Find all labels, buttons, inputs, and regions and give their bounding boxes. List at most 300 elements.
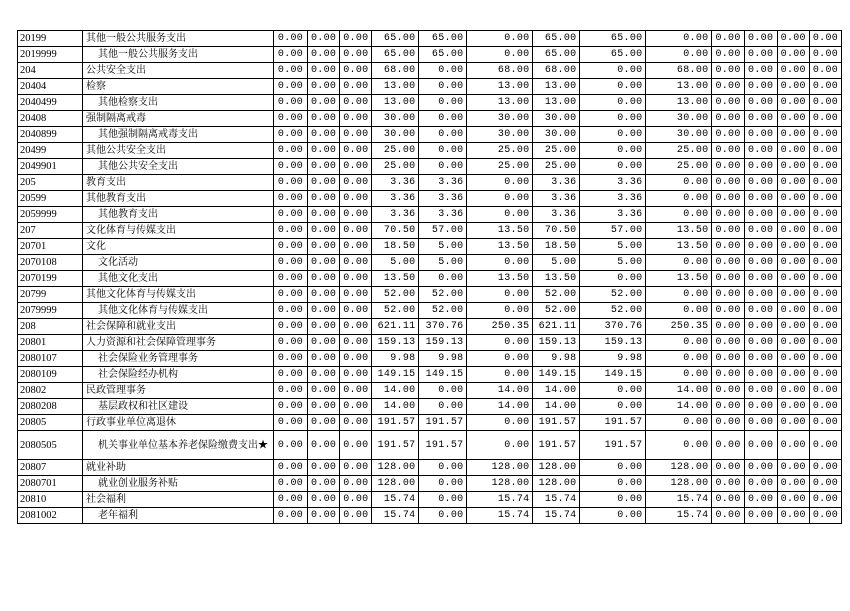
amount-cell: 15.74 xyxy=(533,508,580,524)
amount-cell: 13.00 xyxy=(467,95,533,111)
subject-name-cell: 检察 xyxy=(83,79,274,95)
amount-cell: 0.00 xyxy=(744,335,777,351)
amount-cell: 15.74 xyxy=(467,492,533,508)
amount-cell: 0.00 xyxy=(744,79,777,95)
amount-cell: 0.00 xyxy=(467,287,533,303)
amount-cell: 0.00 xyxy=(340,415,372,431)
amount-cell: 0.00 xyxy=(274,239,308,255)
amount-cell: 0.00 xyxy=(580,95,646,111)
amount-cell: 0.00 xyxy=(744,399,777,415)
amount-cell: 128.00 xyxy=(646,476,712,492)
amount-cell: 0.00 xyxy=(777,287,809,303)
amount-cell: 0.00 xyxy=(712,175,744,191)
amount-cell: 0.00 xyxy=(777,383,809,399)
amount-cell: 14.00 xyxy=(467,383,533,399)
amount-cell: 0.00 xyxy=(744,47,777,63)
subject-code-cell: 20805 xyxy=(18,415,83,431)
amount-cell: 0.00 xyxy=(340,492,372,508)
amount-cell: 0.00 xyxy=(308,476,340,492)
table-row xyxy=(18,63,842,79)
amount-cell: 15.74 xyxy=(372,508,419,524)
subject-code-cell: 20802 xyxy=(18,383,83,399)
amount-cell: 0.00 xyxy=(274,383,308,399)
amount-cell: 0.00 xyxy=(712,367,744,383)
amount-cell: 0.00 xyxy=(646,175,712,191)
amount-cell: 0.00 xyxy=(777,95,809,111)
amount-cell: 0.00 xyxy=(467,191,533,207)
amount-cell: 0.00 xyxy=(809,47,841,63)
amount-cell: 0.00 xyxy=(340,431,372,460)
amount-cell: 0.00 xyxy=(712,95,744,111)
amount-cell: 52.00 xyxy=(419,287,467,303)
amount-cell: 13.50 xyxy=(372,271,419,287)
amount-cell: 0.00 xyxy=(467,431,533,460)
amount-cell: 0.00 xyxy=(274,303,308,319)
amount-cell: 0.00 xyxy=(777,508,809,524)
amount-cell: 0.00 xyxy=(419,127,467,143)
amount-cell: 0.00 xyxy=(340,47,372,63)
subject-name-cell: 民政管理事务 xyxy=(83,383,274,399)
subject-code-cell: 2019999 xyxy=(18,47,83,63)
subject-code-cell: 20499 xyxy=(18,143,83,159)
amount-cell: 0.00 xyxy=(809,303,841,319)
amount-cell: 0.00 xyxy=(467,335,533,351)
amount-cell: 0.00 xyxy=(712,476,744,492)
amount-cell: 0.00 xyxy=(274,492,308,508)
amount-cell: 0.00 xyxy=(744,239,777,255)
amount-cell: 52.00 xyxy=(533,303,580,319)
amount-cell: 9.98 xyxy=(580,351,646,367)
table-row xyxy=(18,351,842,367)
amount-cell: 0.00 xyxy=(809,191,841,207)
amount-cell: 0.00 xyxy=(646,351,712,367)
amount-cell: 0.00 xyxy=(744,143,777,159)
amount-cell: 3.36 xyxy=(419,207,467,223)
amount-cell: 65.00 xyxy=(580,31,646,47)
amount-cell: 0.00 xyxy=(340,191,372,207)
amount-cell: 57.00 xyxy=(419,223,467,239)
amount-cell: 0.00 xyxy=(340,367,372,383)
amount-cell: 0.00 xyxy=(744,492,777,508)
amount-cell: 0.00 xyxy=(646,255,712,271)
amount-cell: 191.57 xyxy=(419,415,467,431)
amount-cell: 0.00 xyxy=(274,460,308,476)
amount-cell: 70.50 xyxy=(533,223,580,239)
amount-cell: 0.00 xyxy=(274,223,308,239)
amount-cell: 30.00 xyxy=(372,127,419,143)
table-row xyxy=(18,319,842,335)
subject-name-cell: 公共安全支出 xyxy=(83,63,274,79)
amount-cell: 14.00 xyxy=(646,383,712,399)
amount-cell: 0.00 xyxy=(274,207,308,223)
amount-cell: 0.00 xyxy=(419,143,467,159)
amount-cell: 0.00 xyxy=(580,508,646,524)
amount-cell: 0.00 xyxy=(777,492,809,508)
amount-cell: 52.00 xyxy=(419,303,467,319)
amount-cell: 0.00 xyxy=(340,31,372,47)
amount-cell: 0.00 xyxy=(340,207,372,223)
amount-cell: 0.00 xyxy=(809,111,841,127)
amount-cell: 0.00 xyxy=(308,415,340,431)
amount-cell: 0.00 xyxy=(712,159,744,175)
amount-cell: 0.00 xyxy=(274,31,308,47)
amount-cell: 0.00 xyxy=(712,492,744,508)
amount-cell: 0.00 xyxy=(308,367,340,383)
subject-name-cell: 基层政权和社区建设 xyxy=(83,399,274,415)
amount-cell: 0.00 xyxy=(580,79,646,95)
amount-cell: 0.00 xyxy=(712,47,744,63)
amount-cell: 68.00 xyxy=(533,63,580,79)
amount-cell: 0.00 xyxy=(809,367,841,383)
amount-cell: 250.35 xyxy=(646,319,712,335)
amount-cell: 0.00 xyxy=(744,207,777,223)
amount-cell: 0.00 xyxy=(712,255,744,271)
amount-cell: 0.00 xyxy=(467,255,533,271)
amount-cell: 0.00 xyxy=(712,127,744,143)
amount-cell: 0.00 xyxy=(340,111,372,127)
amount-cell: 70.50 xyxy=(372,223,419,239)
amount-cell: 0.00 xyxy=(308,255,340,271)
amount-cell: 14.00 xyxy=(533,399,580,415)
amount-cell: 65.00 xyxy=(580,47,646,63)
subject-name-cell: 机关事业单位基本养老保险缴费支出★ xyxy=(83,431,274,460)
amount-cell: 0.00 xyxy=(712,191,744,207)
amount-cell: 0.00 xyxy=(712,31,744,47)
amount-cell: 25.00 xyxy=(467,143,533,159)
amount-cell: 0.00 xyxy=(308,383,340,399)
subject-name-cell: 其他公共安全支出 xyxy=(83,143,274,159)
amount-cell: 0.00 xyxy=(712,415,744,431)
amount-cell: 0.00 xyxy=(744,271,777,287)
amount-cell: 0.00 xyxy=(340,175,372,191)
amount-cell: 0.00 xyxy=(777,47,809,63)
amount-cell: 5.00 xyxy=(419,255,467,271)
amount-cell: 0.00 xyxy=(308,111,340,127)
amount-cell: 0.00 xyxy=(580,271,646,287)
amount-cell: 0.00 xyxy=(274,415,308,431)
amount-cell: 0.00 xyxy=(744,383,777,399)
amount-cell: 0.00 xyxy=(308,508,340,524)
amount-cell: 0.00 xyxy=(712,271,744,287)
amount-cell: 0.00 xyxy=(777,111,809,127)
table-row xyxy=(18,239,842,255)
table-row xyxy=(18,367,842,383)
budget-expenditure-table xyxy=(17,30,842,524)
amount-cell: 0.00 xyxy=(744,476,777,492)
amount-cell: 18.50 xyxy=(533,239,580,255)
amount-cell: 0.00 xyxy=(340,287,372,303)
amount-cell: 0.00 xyxy=(646,431,712,460)
amount-cell: 65.00 xyxy=(372,31,419,47)
amount-cell: 0.00 xyxy=(809,271,841,287)
amount-cell: 0.00 xyxy=(744,223,777,239)
amount-cell: 0.00 xyxy=(777,223,809,239)
amount-cell: 0.00 xyxy=(712,143,744,159)
amount-cell: 5.00 xyxy=(580,239,646,255)
amount-cell: 149.15 xyxy=(533,367,580,383)
subject-name-cell: 就业创业服务补贴 xyxy=(83,476,274,492)
amount-cell: 0.00 xyxy=(467,47,533,63)
subject-name-cell: 其他一般公共服务支出 xyxy=(83,47,274,63)
amount-cell: 0.00 xyxy=(274,367,308,383)
amount-cell: 0.00 xyxy=(809,460,841,476)
amount-cell: 0.00 xyxy=(274,271,308,287)
amount-cell: 191.57 xyxy=(580,415,646,431)
amount-cell: 52.00 xyxy=(580,303,646,319)
amount-cell: 0.00 xyxy=(274,431,308,460)
amount-cell: 0.00 xyxy=(744,351,777,367)
amount-cell: 0.00 xyxy=(340,476,372,492)
amount-cell: 0.00 xyxy=(274,191,308,207)
amount-cell: 0.00 xyxy=(744,63,777,79)
amount-cell: 0.00 xyxy=(744,303,777,319)
amount-cell: 0.00 xyxy=(580,383,646,399)
amount-cell: 0.00 xyxy=(809,287,841,303)
amount-cell: 0.00 xyxy=(712,303,744,319)
amount-cell: 0.00 xyxy=(777,399,809,415)
subject-name-cell: 其他教育支出 xyxy=(83,191,274,207)
table-row xyxy=(18,127,842,143)
amount-cell: 3.36 xyxy=(372,175,419,191)
amount-cell: 0.00 xyxy=(744,287,777,303)
amount-cell: 13.50 xyxy=(646,223,712,239)
amount-cell: 0.00 xyxy=(419,111,467,127)
amount-cell: 149.15 xyxy=(372,367,419,383)
amount-cell: 14.00 xyxy=(467,399,533,415)
subject-code-cell: 2079999 xyxy=(18,303,83,319)
amount-cell: 15.74 xyxy=(646,492,712,508)
subject-code-cell: 20199 xyxy=(18,31,83,47)
amount-cell: 0.00 xyxy=(308,31,340,47)
amount-cell: 0.00 xyxy=(467,367,533,383)
amount-cell: 15.74 xyxy=(467,508,533,524)
amount-cell: 0.00 xyxy=(744,460,777,476)
subject-name-cell: 文化 xyxy=(83,239,274,255)
subject-code-cell: 20807 xyxy=(18,460,83,476)
amount-cell: 0.00 xyxy=(308,431,340,460)
table-row xyxy=(18,79,842,95)
subject-code-cell: 2081002 xyxy=(18,508,83,524)
amount-cell: 0.00 xyxy=(467,175,533,191)
table-row xyxy=(18,271,842,287)
table-row xyxy=(18,287,842,303)
amount-cell: 25.00 xyxy=(372,143,419,159)
amount-cell: 65.00 xyxy=(419,31,467,47)
amount-cell: 0.00 xyxy=(744,95,777,111)
amount-cell: 0.00 xyxy=(744,431,777,460)
amount-cell: 0.00 xyxy=(809,79,841,95)
amount-cell: 0.00 xyxy=(274,335,308,351)
amount-cell: 128.00 xyxy=(533,460,580,476)
amount-cell: 0.00 xyxy=(308,207,340,223)
amount-cell: 0.00 xyxy=(274,79,308,95)
amount-cell: 0.00 xyxy=(308,239,340,255)
subject-code-cell: 20801 xyxy=(18,335,83,351)
amount-cell: 3.36 xyxy=(533,207,580,223)
amount-cell: 9.98 xyxy=(372,351,419,367)
amount-cell: 0.00 xyxy=(744,255,777,271)
amount-cell: 0.00 xyxy=(274,143,308,159)
subject-name-cell: 社会保障和就业支出 xyxy=(83,319,274,335)
table-row xyxy=(18,431,842,460)
amount-cell: 13.50 xyxy=(533,271,580,287)
amount-cell: 128.00 xyxy=(372,460,419,476)
amount-cell: 0.00 xyxy=(308,287,340,303)
subject-code-cell: 208 xyxy=(18,319,83,335)
amount-cell: 0.00 xyxy=(419,63,467,79)
amount-cell: 0.00 xyxy=(580,492,646,508)
amount-cell: 0.00 xyxy=(777,415,809,431)
amount-cell: 13.00 xyxy=(467,79,533,95)
subject-code-cell: 204 xyxy=(18,63,83,79)
amount-cell: 0.00 xyxy=(274,127,308,143)
amount-cell: 0.00 xyxy=(809,351,841,367)
amount-cell: 0.00 xyxy=(274,476,308,492)
subject-code-cell: 20701 xyxy=(18,239,83,255)
amount-cell: 0.00 xyxy=(744,319,777,335)
amount-cell: 0.00 xyxy=(580,63,646,79)
subject-name-cell: 人力资源和社会保障管理事务 xyxy=(83,335,274,351)
amount-cell: 0.00 xyxy=(646,287,712,303)
amount-cell: 0.00 xyxy=(274,63,308,79)
subject-code-cell: 2070199 xyxy=(18,271,83,287)
amount-cell: 65.00 xyxy=(372,47,419,63)
amount-cell: 0.00 xyxy=(744,191,777,207)
amount-cell: 25.00 xyxy=(533,143,580,159)
amount-cell: 0.00 xyxy=(777,63,809,79)
amount-cell: 0.00 xyxy=(712,239,744,255)
amount-cell: 0.00 xyxy=(809,383,841,399)
amount-cell: 0.00 xyxy=(308,127,340,143)
subject-name-cell: 行政事业单位离退休 xyxy=(83,415,274,431)
amount-cell: 65.00 xyxy=(533,31,580,47)
amount-cell: 0.00 xyxy=(712,351,744,367)
amount-cell: 621.11 xyxy=(533,319,580,335)
amount-cell: 0.00 xyxy=(809,175,841,191)
amount-cell: 0.00 xyxy=(274,95,308,111)
amount-cell: 0.00 xyxy=(340,95,372,111)
amount-cell: 13.50 xyxy=(467,271,533,287)
subject-name-cell: 文化活动 xyxy=(83,255,274,271)
amount-cell: 68.00 xyxy=(372,63,419,79)
table-row xyxy=(18,111,842,127)
amount-cell: 0.00 xyxy=(580,476,646,492)
amount-cell: 0.00 xyxy=(712,111,744,127)
amount-cell: 30.00 xyxy=(646,127,712,143)
amount-cell: 9.98 xyxy=(533,351,580,367)
amount-cell: 0.00 xyxy=(646,415,712,431)
amount-cell: 25.00 xyxy=(372,159,419,175)
amount-cell: 0.00 xyxy=(340,319,372,335)
subject-code-cell: 20404 xyxy=(18,79,83,95)
amount-cell: 0.00 xyxy=(744,111,777,127)
amount-cell: 0.00 xyxy=(777,255,809,271)
amount-cell: 13.50 xyxy=(467,239,533,255)
amount-cell: 0.00 xyxy=(274,255,308,271)
amount-cell: 14.00 xyxy=(372,383,419,399)
amount-cell: 13.50 xyxy=(646,271,712,287)
amount-cell: 0.00 xyxy=(777,303,809,319)
amount-cell: 621.11 xyxy=(372,319,419,335)
amount-cell: 3.36 xyxy=(533,175,580,191)
amount-cell: 0.00 xyxy=(809,319,841,335)
amount-cell: 0.00 xyxy=(712,508,744,524)
subject-code-cell: 2040899 xyxy=(18,127,83,143)
amount-cell: 65.00 xyxy=(419,47,467,63)
amount-cell: 0.00 xyxy=(646,303,712,319)
amount-cell: 0.00 xyxy=(340,271,372,287)
amount-cell: 0.00 xyxy=(744,175,777,191)
amount-cell: 0.00 xyxy=(809,95,841,111)
amount-cell: 68.00 xyxy=(646,63,712,79)
amount-cell: 0.00 xyxy=(712,383,744,399)
amount-cell: 0.00 xyxy=(744,508,777,524)
amount-cell: 0.00 xyxy=(712,79,744,95)
subject-name-cell: 强制隔离戒毒 xyxy=(83,111,274,127)
table-row xyxy=(18,207,842,223)
amount-cell: 0.00 xyxy=(712,319,744,335)
amount-cell: 0.00 xyxy=(777,127,809,143)
amount-cell: 0.00 xyxy=(809,508,841,524)
amount-cell: 191.57 xyxy=(419,431,467,460)
amount-cell: 0.00 xyxy=(308,351,340,367)
subject-name-cell: 其他公共安全支出 xyxy=(83,159,274,175)
amount-cell: 13.50 xyxy=(467,223,533,239)
amount-cell: 0.00 xyxy=(809,63,841,79)
amount-cell: 0.00 xyxy=(419,508,467,524)
amount-cell: 5.00 xyxy=(533,255,580,271)
amount-cell: 0.00 xyxy=(419,79,467,95)
amount-cell: 0.00 xyxy=(744,31,777,47)
amount-cell: 0.00 xyxy=(274,175,308,191)
amount-cell: 0.00 xyxy=(744,367,777,383)
amount-cell: 0.00 xyxy=(712,63,744,79)
amount-cell: 159.13 xyxy=(372,335,419,351)
subject-code-cell: 2080701 xyxy=(18,476,83,492)
amount-cell: 30.00 xyxy=(646,111,712,127)
amount-cell: 0.00 xyxy=(340,127,372,143)
amount-cell: 0.00 xyxy=(419,271,467,287)
amount-cell: 0.00 xyxy=(308,271,340,287)
amount-cell: 0.00 xyxy=(467,207,533,223)
table-row xyxy=(18,47,842,63)
amount-cell: 0.00 xyxy=(646,191,712,207)
amount-cell: 0.00 xyxy=(340,63,372,79)
subject-code-cell: 207 xyxy=(18,223,83,239)
amount-cell: 13.00 xyxy=(646,79,712,95)
subject-code-cell: 2080109 xyxy=(18,367,83,383)
amount-cell: 191.57 xyxy=(533,431,580,460)
amount-cell: 3.36 xyxy=(580,207,646,223)
amount-cell: 128.00 xyxy=(646,460,712,476)
amount-cell: 191.57 xyxy=(580,431,646,460)
amount-cell: 0.00 xyxy=(580,159,646,175)
amount-cell: 0.00 xyxy=(777,351,809,367)
amount-cell: 0.00 xyxy=(712,287,744,303)
subject-code-cell: 2080505 xyxy=(18,431,83,460)
subject-code-cell: 20810 xyxy=(18,492,83,508)
amount-cell: 0.00 xyxy=(308,319,340,335)
amount-cell: 0.00 xyxy=(809,207,841,223)
table-row xyxy=(18,303,842,319)
table-row xyxy=(18,175,842,191)
amount-cell: 191.57 xyxy=(372,431,419,460)
amount-cell: 0.00 xyxy=(809,159,841,175)
subject-name-cell: 其他文化体育与传媒支出 xyxy=(83,287,274,303)
subject-code-cell: 20599 xyxy=(18,191,83,207)
amount-cell: 0.00 xyxy=(419,95,467,111)
amount-cell: 0.00 xyxy=(340,351,372,367)
